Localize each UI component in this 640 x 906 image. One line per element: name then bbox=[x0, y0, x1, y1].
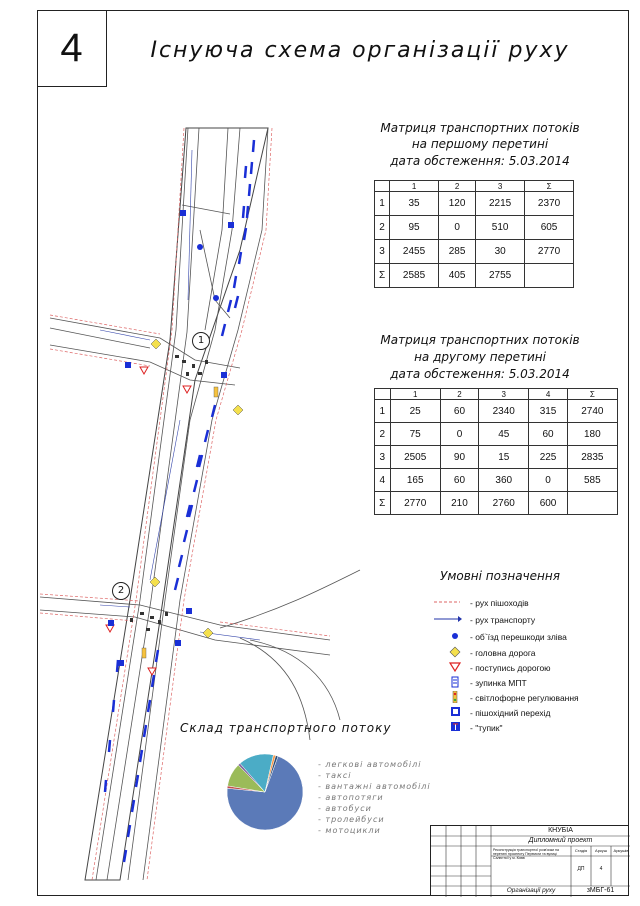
matrix-cell: 405 bbox=[439, 264, 476, 288]
matrix-cell: 4 bbox=[375, 469, 391, 492]
matrix-cell: 75 bbox=[390, 423, 440, 446]
pedestrian-dash-line-icon bbox=[432, 596, 462, 608]
matrix-header-cell: 2 bbox=[439, 181, 476, 192]
matrix-cell: 2455 bbox=[390, 240, 439, 264]
matrix-header-cell bbox=[375, 389, 391, 400]
matrix-cell: 3 bbox=[375, 446, 391, 469]
matrix-cell: 2 bbox=[375, 423, 391, 446]
crosswalk-sign-icon bbox=[432, 706, 462, 718]
matrix2-table bbox=[374, 388, 618, 515]
matrix-header-cell: 4 bbox=[529, 389, 567, 400]
matrix-cell: 600 bbox=[529, 492, 567, 515]
legend-item-label: - об`їзд перешкоди зліва bbox=[470, 632, 567, 642]
matrix2-title-3: дата обстеження: 5.03.2014 bbox=[390, 367, 570, 381]
matrix-cell: 120 bbox=[439, 192, 476, 216]
legend-item-label: - рух транспорту bbox=[470, 615, 536, 625]
matrix-cell: 35 bbox=[390, 192, 439, 216]
red-triangle-icon bbox=[432, 661, 462, 673]
dead-end-sign-icon bbox=[432, 721, 462, 733]
matrix2-title-1: Матриця транспортних потоків bbox=[380, 333, 580, 347]
matrix-cell: 1 bbox=[375, 400, 391, 423]
traffic-light-icon bbox=[432, 691, 462, 703]
stamp-project: Дипломний проект bbox=[528, 837, 593, 844]
matrix-row bbox=[375, 423, 618, 446]
stamp-sheet-title: Організації руху bbox=[506, 887, 556, 894]
legend-title: Умовні позначення bbox=[440, 569, 560, 583]
matrix-row bbox=[375, 492, 618, 515]
stamp-col-sheet: Аркуш bbox=[595, 848, 607, 853]
matrix-row bbox=[375, 400, 618, 423]
matrix-cell: 315 bbox=[529, 400, 567, 423]
matrix-cell: 2755 bbox=[476, 264, 525, 288]
matrix-cell: 3 bbox=[375, 240, 390, 264]
page-title: Існуюча схема організації руху bbox=[150, 38, 570, 63]
matrix-cell: 180 bbox=[567, 423, 617, 446]
matrix-row bbox=[375, 264, 574, 288]
legend-item-label: - "тупик" bbox=[470, 723, 503, 733]
legend-item-label: - рух пішоходів bbox=[470, 598, 529, 608]
matrix-cell: 2505 bbox=[390, 446, 440, 469]
stamp-col-sheets: Аркушів bbox=[613, 848, 629, 853]
matrix-header-cell: 1 bbox=[390, 181, 439, 192]
stamp-stage: ДП bbox=[577, 866, 585, 872]
matrix1-table bbox=[374, 180, 574, 288]
intersection-2-label: 2 bbox=[112, 582, 130, 600]
chart-legend-item: - легкові автомобілі bbox=[318, 760, 422, 769]
matrix-cell: 2215 bbox=[476, 192, 525, 216]
matrix-cell: 90 bbox=[440, 446, 478, 469]
legend-item-label: - головна дорога bbox=[470, 648, 536, 658]
stamp-description: Реконструкція транспортної розв'язки на перетині проспекту Перемоги та вулиці Салютної у м. Києві bbox=[493, 848, 559, 860]
chart-legend-item: - таксі bbox=[318, 771, 352, 780]
chart-legend-item: - тролейбуси bbox=[318, 815, 385, 824]
matrix-cell bbox=[525, 264, 574, 288]
matrix-cell: 225 bbox=[529, 446, 567, 469]
legend-item-label: - поступись дорогою bbox=[470, 663, 551, 673]
chart-legend-item: - автобуси bbox=[318, 804, 372, 813]
matrix-header-cell: 2 bbox=[440, 389, 478, 400]
title-block bbox=[430, 825, 629, 896]
matrix-header-cell: 1 bbox=[390, 389, 440, 400]
yellow-diamond-icon bbox=[432, 646, 462, 658]
matrix1-title-1: Матриця транспортних потоків bbox=[380, 121, 580, 135]
matrix-cell: 1 bbox=[375, 192, 390, 216]
legend-item-label: - зупинка МПТ bbox=[470, 678, 527, 688]
pie-chart bbox=[225, 752, 305, 832]
matrix-cell: 285 bbox=[439, 240, 476, 264]
legend-item-label: - світлофорне регулювання bbox=[470, 693, 579, 703]
matrix-cell: 360 bbox=[479, 469, 529, 492]
sheet-number: 4 bbox=[37, 10, 107, 87]
matrix1-title-3: дата обстеження: 5.03.2014 bbox=[390, 154, 570, 168]
matrix-cell: 605 bbox=[525, 216, 574, 240]
matrix-cell: 210 bbox=[440, 492, 478, 515]
stamp-col-stage: Стадія bbox=[574, 848, 588, 853]
matrix-header-cell: Σ bbox=[525, 181, 574, 192]
matrix-cell: 2 bbox=[375, 216, 390, 240]
matrix-cell: Σ bbox=[375, 264, 390, 288]
matrix-row bbox=[375, 469, 618, 492]
matrix-row bbox=[375, 216, 574, 240]
traffic-arrow-icon bbox=[432, 613, 462, 625]
stamp-code: зМБГ-61 bbox=[586, 887, 615, 894]
matrix-row bbox=[375, 446, 618, 469]
matrix-header-cell: 3 bbox=[479, 389, 529, 400]
matrix-cell: 0 bbox=[529, 469, 567, 492]
matrix-row bbox=[375, 240, 574, 264]
stamp-sheet: 4 bbox=[599, 866, 603, 872]
matrix-cell: 2760 bbox=[479, 492, 529, 515]
matrix-cell: 0 bbox=[439, 216, 476, 240]
matrix-cell: 30 bbox=[476, 240, 525, 264]
matrix-cell: Σ bbox=[375, 492, 391, 515]
matrix-cell: 510 bbox=[476, 216, 525, 240]
matrix-header-cell bbox=[375, 181, 390, 192]
matrix-cell: 2740 bbox=[567, 400, 617, 423]
matrix-cell bbox=[567, 492, 617, 515]
intersection-1-label: 1 bbox=[192, 332, 210, 350]
chart-legend-item: - мотоцикли bbox=[318, 826, 381, 835]
matrix-cell: 2585 bbox=[390, 264, 439, 288]
matrix1-title-2: на першому перетині bbox=[411, 137, 549, 151]
matrix-row bbox=[375, 192, 574, 216]
matrix-cell: 2340 bbox=[479, 400, 529, 423]
matrix-header-cell: Σ bbox=[567, 389, 617, 400]
legend-item-label: - пішохідний перехід bbox=[470, 708, 551, 718]
chart-legend-item: - вантажні автомобілі bbox=[318, 782, 431, 791]
matrix-cell: 0 bbox=[440, 423, 478, 446]
matrix-cell: 585 bbox=[567, 469, 617, 492]
matrix-cell: 95 bbox=[390, 216, 439, 240]
matrix-cell: 2835 bbox=[567, 446, 617, 469]
chart-title: Склад транспортного потоку bbox=[180, 721, 392, 735]
stamp-org: КНУБІА bbox=[548, 827, 573, 834]
matrix-cell: 60 bbox=[440, 469, 478, 492]
matrix2-title-2: на другому перетині bbox=[414, 350, 546, 364]
matrix-cell: 2370 bbox=[525, 192, 574, 216]
chart-legend-item: - автопотяги bbox=[318, 793, 384, 802]
matrix-cell: 60 bbox=[529, 423, 567, 446]
matrix-cell: 25 bbox=[390, 400, 440, 423]
matrix-header-cell: 3 bbox=[476, 181, 525, 192]
matrix-cell: 165 bbox=[390, 469, 440, 492]
bus-stop-icon bbox=[432, 676, 462, 688]
matrix-cell: 60 bbox=[440, 400, 478, 423]
matrix-cell: 45 bbox=[479, 423, 529, 446]
blue-circle-icon bbox=[432, 630, 462, 642]
matrix-cell: 2770 bbox=[525, 240, 574, 264]
matrix-cell: 2770 bbox=[390, 492, 440, 515]
matrix-cell: 15 bbox=[479, 446, 529, 469]
